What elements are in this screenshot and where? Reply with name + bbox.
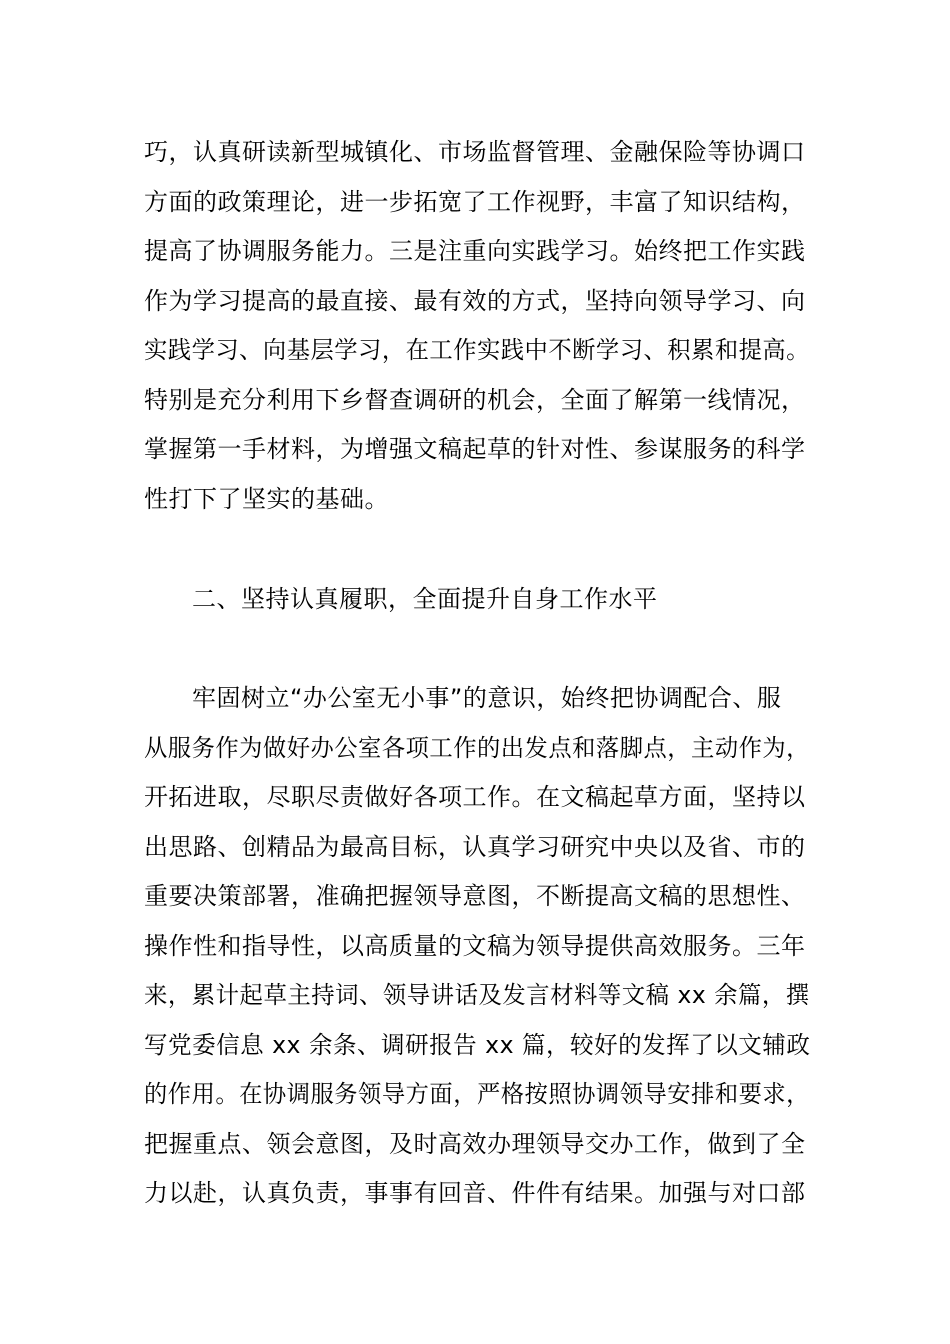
paragraph-2-line-11: 力以赴，认真负责，事事有回音、件件有结果。加强与对口部 [144, 1179, 806, 1207]
paragraph-2-line-4: 出思路、创精品为最高目标，认真学习研究中央以及省、市的 [144, 833, 806, 861]
paragraph-2-line-10: 把握重点、领会意图，及时高效办理领导交办工作，做到了全 [144, 1130, 806, 1158]
section-heading: 二、坚持认真履职，全面提升自身工作水平 [192, 585, 658, 613]
paragraph-2-line-5: 重要决策部署，准确把握领导意图，不断提高文稿的思想性、 [144, 882, 806, 910]
paragraph-1-line-8: 性打下了坚实的基础。 [144, 485, 389, 513]
paragraph-2-line-2: 从服务作为做好办公室各项工作的出发点和落脚点，主动作为， [144, 734, 810, 762]
paragraph-2-line-6: 操作性和指导性，以高质量的文稿为领导提供高效服务。三年 [144, 932, 806, 960]
paragraph-2-line-8: 写党委信息 xx 余条、调研报告 xx 篇，较好的发挥了以文辅政 [144, 1031, 811, 1059]
paragraph-2-line-9: 的作用。在协调服务领导方面，严格按照协调领导安排和要求， [144, 1080, 810, 1108]
paragraph-1-line-1: 巧，认真研读新型城镇化、市场监督管理、金融保险等协调口 [144, 138, 806, 166]
paragraph-1-line-6: 特别是充分利用下乡督查调研的机会，全面了解第一线情况， [144, 386, 806, 414]
paragraph-1-line-7: 掌握第一手材料，为增强文稿起草的针对性、参谋服务的科学 [144, 435, 806, 463]
paragraph-2-line-1: 牢固树立“办公室无小事”的意识，始终把协调配合、服 [192, 684, 782, 712]
paragraph-2-line-7: 来，累计起草主持词、领导讲话及发言材料等文稿 xx 余篇，撰 [144, 981, 810, 1009]
paragraph-1-line-5: 实践学习、向基层学习，在工作实践中不断学习、积累和提高。 [144, 336, 810, 364]
paragraph-1-line-4: 作为学习提高的最直接、最有效的方式，坚持向领导学习、向 [144, 287, 806, 315]
paragraph-1-line-3: 提高了协调服务能力。三是注重向实践学习。始终把工作实践 [144, 237, 806, 265]
paragraph-1-line-2: 方面的政策理论，进一步拓宽了工作视野，丰富了知识结构， [144, 188, 806, 216]
paragraph-2-line-3: 开拓进取，尽职尽责做好各项工作。在文稿起草方面，坚持以 [144, 783, 806, 811]
